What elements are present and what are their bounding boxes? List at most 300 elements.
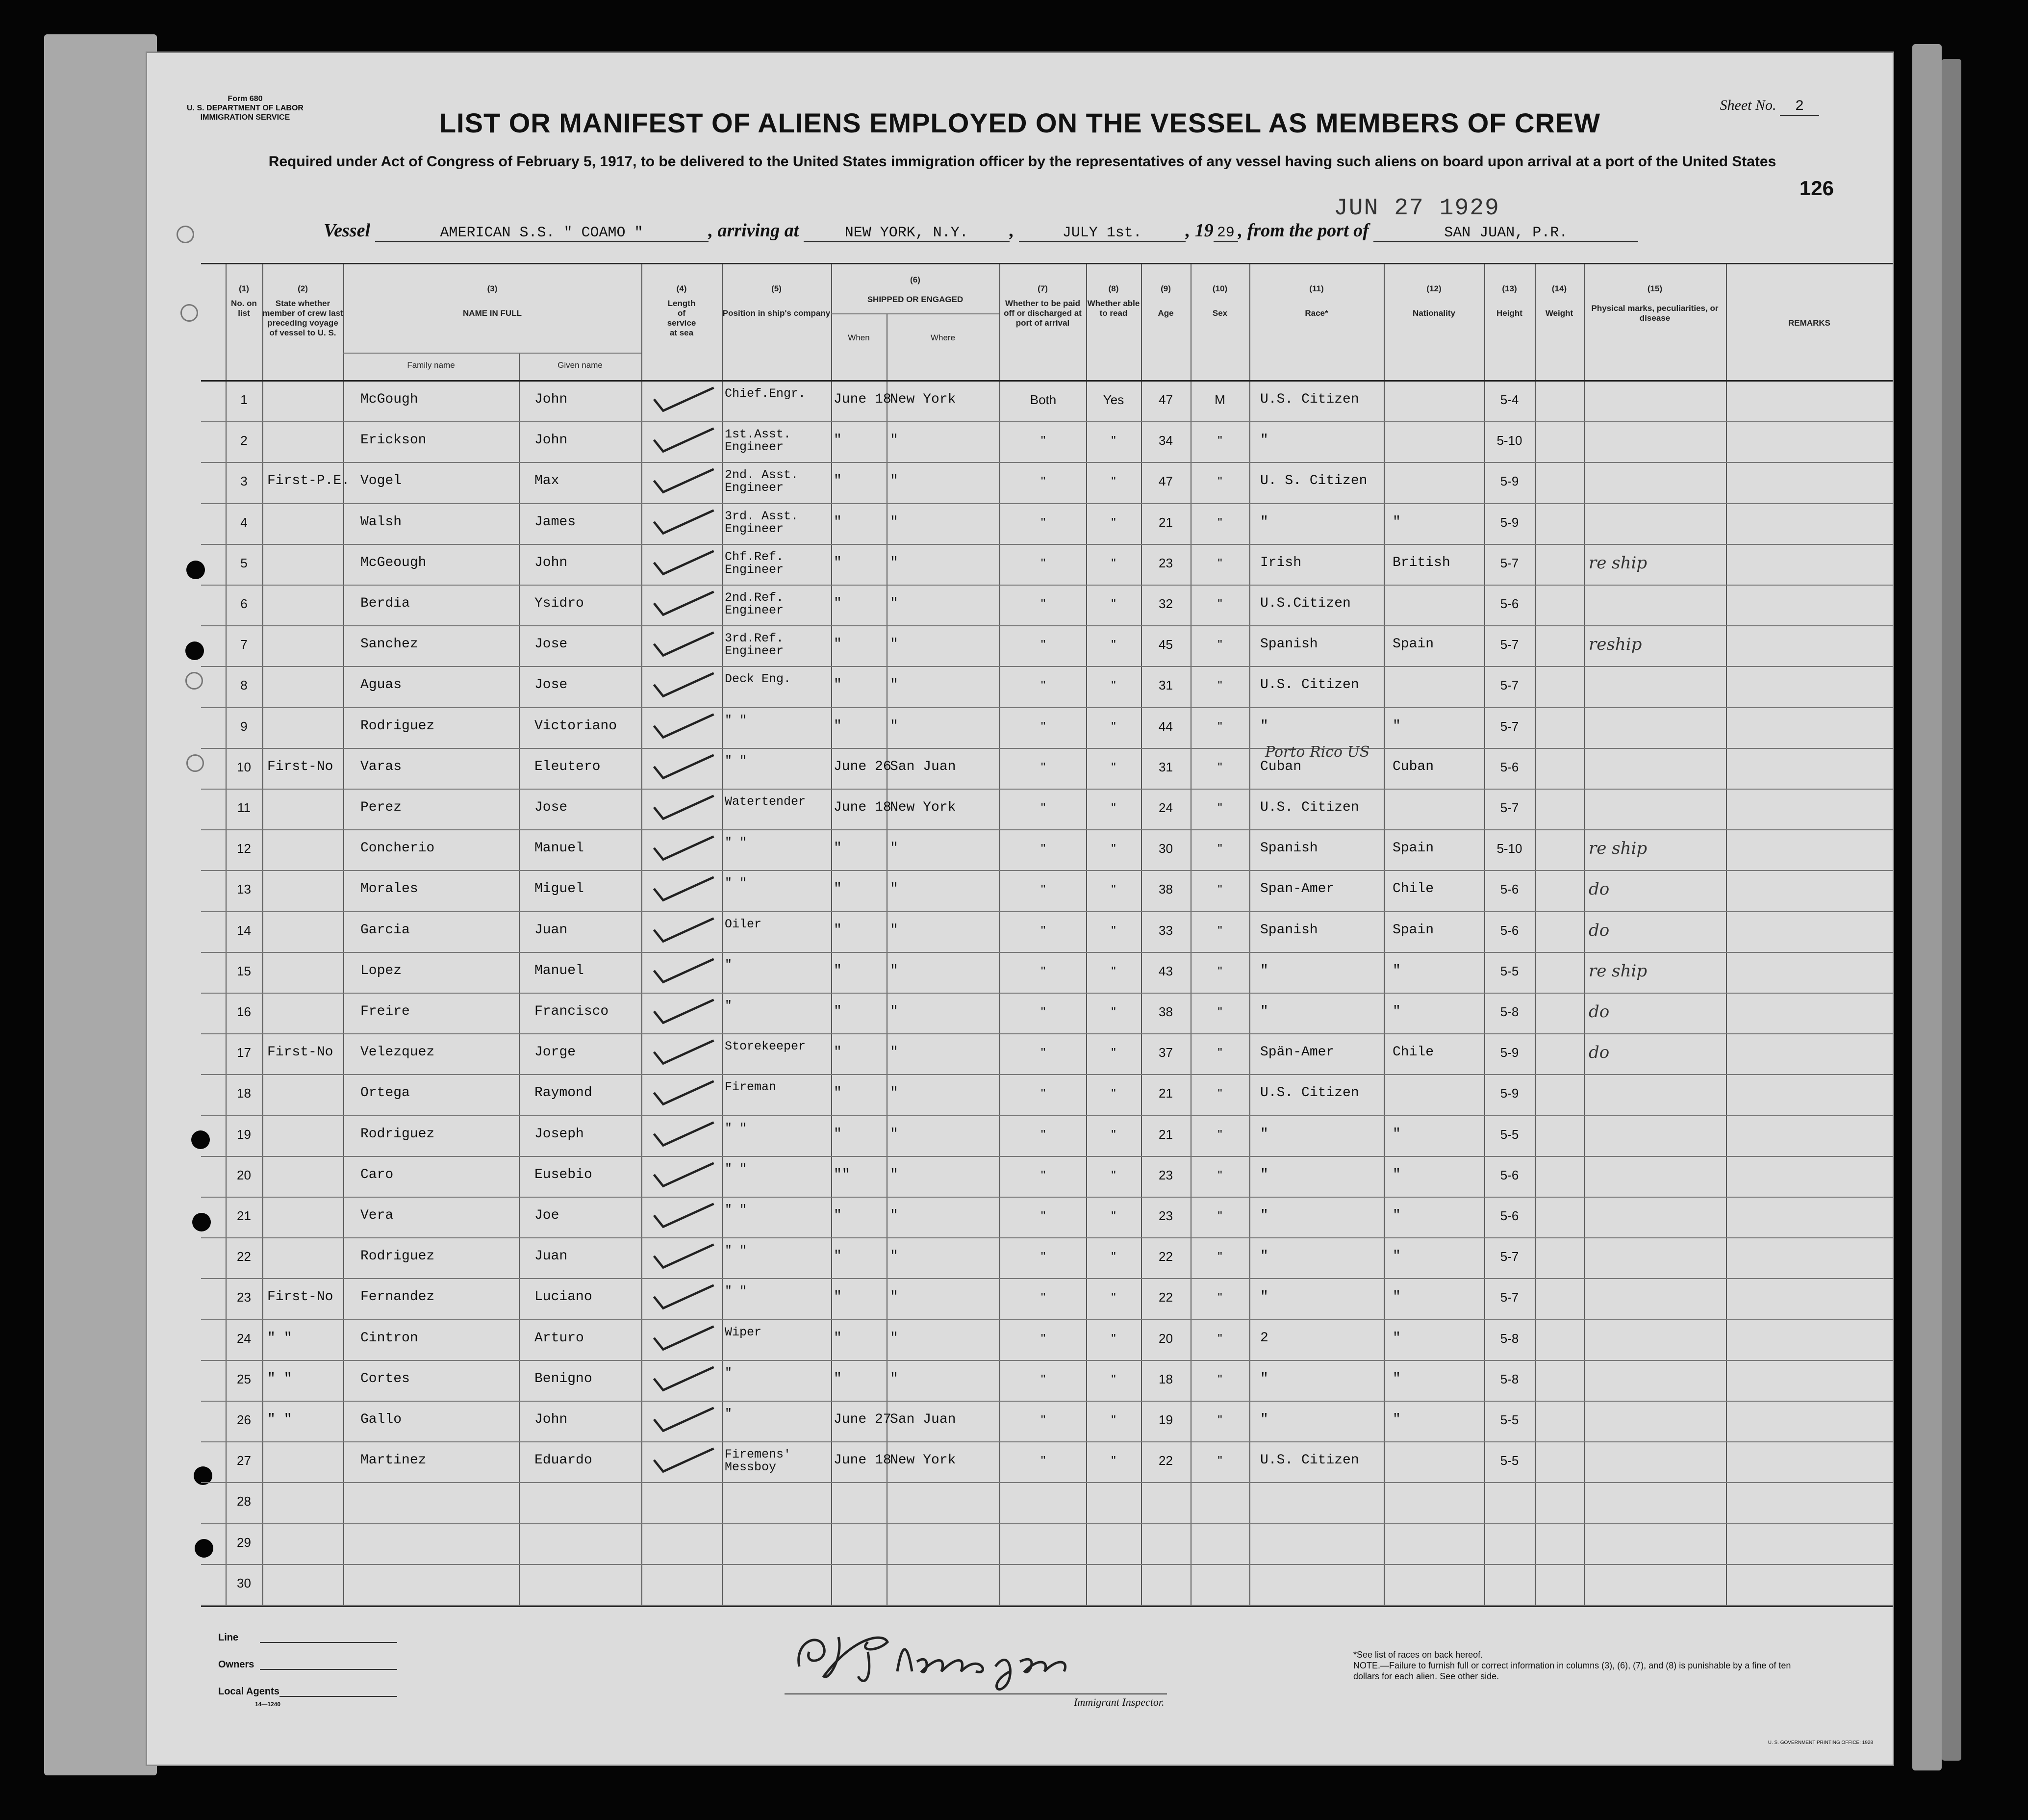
- race-cell: ": [1260, 1289, 1268, 1305]
- sex-cell: ": [1217, 800, 1222, 815]
- check-mark-icon: [645, 1323, 718, 1353]
- age-cell: 21: [1159, 1086, 1173, 1101]
- able-to-read-cell: ": [1111, 433, 1116, 448]
- paid-off-cell: ": [1040, 759, 1046, 774]
- given-name-cell: Joe: [534, 1208, 559, 1223]
- department-name: U. S. DEPARTMENT OF LABOR: [187, 104, 304, 112]
- sex-cell: ": [1217, 1004, 1222, 1019]
- height-cell: 5-7: [1500, 1290, 1519, 1305]
- position-cell: ": [725, 1407, 733, 1421]
- shipped-when-cell: ": [834, 433, 842, 448]
- shipped-when-cell: ": [834, 1208, 842, 1223]
- row-number-cell: 13: [237, 882, 251, 897]
- col-15-number: (15): [1647, 284, 1663, 293]
- table-row: [201, 953, 1893, 994]
- shipped-when-cell: June 18: [834, 1453, 891, 1468]
- family-name-cell: Martinez: [360, 1453, 427, 1468]
- height-cell: 5-6: [1500, 923, 1519, 938]
- row-number-cell: 3: [240, 474, 248, 489]
- shipped-when-cell: ": [834, 718, 842, 734]
- sex-cell: ": [1217, 1086, 1222, 1101]
- given-name-cell: Manuel: [534, 963, 584, 978]
- binding-ring: [177, 226, 194, 243]
- shipped-when-cell: ": [834, 922, 842, 938]
- from-port-label: from the port of: [1247, 220, 1369, 241]
- row-number-cell: 25: [237, 1371, 251, 1386]
- given-name-cell: John: [534, 1412, 568, 1427]
- col-7-header: [999, 284, 1086, 328]
- nationality-cell: Cuban: [1393, 759, 1434, 774]
- check-mark-icon: [645, 629, 718, 659]
- row-number-cell: 1: [240, 392, 248, 407]
- position-cell: " ": [725, 753, 747, 768]
- position-cell: " ": [725, 835, 747, 850]
- age-cell: 21: [1159, 1127, 1173, 1142]
- paid-off-cell: ": [1040, 1331, 1046, 1346]
- paid-off-cell: ": [1040, 596, 1046, 611]
- shipped-where-cell: ": [890, 1249, 898, 1264]
- agents-rule: [279, 1696, 397, 1697]
- sex-cell: ": [1217, 1127, 1222, 1142]
- sex-cell: ": [1217, 1208, 1222, 1223]
- owners-rule: [260, 1669, 397, 1670]
- family-name-cell: Erickson: [360, 433, 427, 448]
- fine-note: NOTE.—Failure to furnish full or correct information in columns (3), (6), (7), and (8) is punishable by a fine of ten dollars for each alien. See other side.: [1353, 1661, 1791, 1681]
- race-cell: Span-Amer: [1260, 881, 1335, 897]
- table-row: [201, 422, 1893, 463]
- row-rule: [201, 1605, 1893, 1606]
- check-mark-icon: [645, 752, 718, 781]
- family-name-cell: Varas: [360, 759, 402, 774]
- col-4-header: [641, 284, 722, 338]
- sex-cell: ": [1217, 1045, 1222, 1060]
- family-name-cell: Fernandez: [360, 1289, 435, 1305]
- paid-off-cell: ": [1040, 474, 1046, 489]
- nationality-cell: ": [1393, 1412, 1401, 1427]
- shipped-when-cell: "": [834, 1167, 850, 1182]
- col-15-header: [1584, 284, 1726, 323]
- height-cell: 5-8: [1500, 1371, 1519, 1386]
- paid-off-cell: ": [1040, 963, 1046, 978]
- family-name-cell: McGeough: [360, 555, 427, 570]
- sheet-value: 2: [1780, 98, 1819, 116]
- height-cell: 5-6: [1500, 759, 1519, 774]
- row-number-cell: 17: [237, 1045, 251, 1060]
- given-name-cell: John: [534, 555, 568, 570]
- nationality-cell: ": [1393, 963, 1401, 978]
- col-9-number: (9): [1161, 284, 1171, 293]
- family-name-cell: Vogel: [360, 473, 402, 489]
- physical-marks-cell: do: [1589, 1043, 1610, 1063]
- col-12-number: (12): [1426, 284, 1442, 293]
- age-cell: 37: [1159, 1045, 1173, 1060]
- col-14-number: (14): [1551, 284, 1567, 293]
- given-name-cell: Jorge: [534, 1045, 576, 1060]
- physical-marks-cell: do: [1589, 920, 1610, 940]
- check-mark-icon: [645, 425, 718, 455]
- able-to-read-cell: ": [1111, 1045, 1116, 1060]
- paid-off-cell: ": [1040, 555, 1046, 570]
- shipped-when-cell: June 27: [834, 1412, 891, 1427]
- given-name-cell: Juan: [534, 1249, 568, 1264]
- family-name-cell: Velezquez: [360, 1045, 435, 1060]
- table-row: [201, 545, 1893, 586]
- row-number-cell: 12: [237, 841, 251, 856]
- race-cell: U.S. Citizen: [1260, 677, 1359, 693]
- height-cell: 5-4: [1500, 392, 1519, 407]
- col-1-label: No. on list: [231, 299, 257, 318]
- shipped-when-cell: ": [834, 841, 842, 856]
- shipped-when-cell: ": [834, 1085, 842, 1101]
- table-row: [201, 1524, 1893, 1565]
- shipped-when-cell: ": [834, 473, 842, 489]
- paid-off-cell: ": [1040, 514, 1046, 530]
- row-number-cell: 10: [237, 759, 251, 774]
- col-11-header: [1249, 284, 1384, 318]
- nationality-cell: ": [1393, 1249, 1401, 1264]
- line-rule: [260, 1642, 397, 1643]
- arriving-field: NEW YORK, N.Y.: [804, 225, 1010, 242]
- col-3-number: (3): [487, 284, 498, 293]
- inspector-signature: [785, 1622, 1128, 1696]
- family-name-cell: Morales: [360, 881, 418, 897]
- height-cell: 5-9: [1500, 1045, 1519, 1060]
- col-10-number: (10): [1212, 284, 1228, 293]
- family-name-cell: Gallo: [360, 1412, 402, 1427]
- paid-off-cell: ": [1040, 1086, 1046, 1101]
- row-number-cell: 8: [240, 678, 248, 693]
- col-5-number: (5): [771, 284, 782, 293]
- height-cell: 5-5: [1500, 1127, 1519, 1142]
- race-cell: ": [1260, 1208, 1268, 1223]
- age-cell: 45: [1159, 637, 1173, 652]
- paid-off-cell: ": [1040, 1249, 1046, 1264]
- check-mark-icon: [645, 1201, 718, 1230]
- sex-cell: ": [1217, 923, 1222, 938]
- nationality-cell: ": [1393, 1330, 1401, 1346]
- family-name-cell: Lopez: [360, 963, 402, 978]
- remarks-header: REMARKS: [1788, 318, 1830, 328]
- check-mark-icon: [645, 466, 718, 495]
- position-cell: Watertender: [725, 795, 806, 809]
- able-to-read-cell: ": [1111, 1453, 1116, 1468]
- shipped-where-cell: ": [890, 514, 898, 530]
- check-mark-icon: [645, 1282, 718, 1311]
- port-field: SAN JUAN, P.R.: [1373, 225, 1638, 242]
- given-name-cell: Francisco: [534, 1004, 609, 1019]
- footer-note: [1353, 1649, 1795, 1682]
- able-to-read-cell: ": [1111, 514, 1116, 530]
- race-cell: U.S.Citizen: [1260, 596, 1351, 611]
- paid-off-cell: ": [1040, 1004, 1046, 1019]
- sheet-label: Sheet No.: [1720, 97, 1776, 113]
- sex-cell: ": [1217, 1453, 1222, 1468]
- position-cell: 2nd.Ref. Engineer: [725, 590, 784, 617]
- age-cell: 44: [1159, 718, 1173, 734]
- where-header: Where: [930, 333, 956, 342]
- race-cell: Spän-Amer: [1260, 1045, 1335, 1060]
- shipped-when-cell: June 18: [834, 392, 891, 407]
- paid-off-cell: ": [1040, 1208, 1046, 1223]
- row-number-cell: 24: [237, 1331, 251, 1346]
- family-name-cell: Garcia: [360, 922, 410, 938]
- col-5-label: Position in ship's company: [722, 308, 831, 318]
- height-cell: 5-9: [1500, 514, 1519, 530]
- able-to-read-cell: ": [1111, 596, 1116, 611]
- age-cell: 30: [1159, 841, 1173, 856]
- shipped-when-cell: ": [834, 596, 842, 611]
- height-cell: 5-8: [1500, 1331, 1519, 1346]
- check-mark-icon: [645, 670, 718, 699]
- row-number-cell: 15: [237, 963, 251, 978]
- shipped-where-cell: ": [890, 1289, 898, 1305]
- position-cell: 3rd.Ref. Engineer: [725, 631, 784, 659]
- shipped-where-cell: ": [890, 1330, 898, 1346]
- physical-marks-cell: do: [1589, 879, 1610, 899]
- family-name-cell: Cortes: [360, 1371, 410, 1386]
- able-to-read-cell: ": [1111, 963, 1116, 978]
- nationality-cell: ": [1393, 1004, 1401, 1019]
- when-header: When: [848, 333, 870, 342]
- row-number-cell: 21: [237, 1208, 251, 1223]
- position-cell: ": [725, 999, 733, 1013]
- race-cell: ": [1260, 1167, 1268, 1182]
- age-cell: 47: [1159, 474, 1173, 489]
- given-name-cell: Eleutero: [534, 759, 601, 774]
- given-name-cell: Jose: [534, 800, 568, 815]
- position-cell: Storekeeper: [725, 1039, 806, 1054]
- sex-cell: ": [1217, 759, 1222, 774]
- family-name-cell: Concherio: [360, 841, 435, 856]
- shipped-where-cell: San Juan: [890, 1412, 956, 1427]
- given-name-cell: Juan: [534, 922, 568, 938]
- shipped-where-cell: ": [890, 881, 898, 897]
- table-row: [201, 830, 1893, 871]
- position-cell: 1st.Asst. Engineer: [725, 427, 791, 455]
- table-row: [201, 1238, 1893, 1279]
- table-row: [201, 1483, 1893, 1524]
- nationality-cell: ": [1393, 718, 1401, 734]
- row-number-cell: 26: [237, 1412, 251, 1427]
- table-row: [201, 463, 1893, 504]
- shipped-where-cell: ": [890, 1208, 898, 1223]
- table-row: [201, 667, 1893, 708]
- agents-label: Local Agents: [218, 1686, 279, 1697]
- sex-cell: ": [1217, 514, 1222, 530]
- age-cell: 18: [1159, 1371, 1173, 1386]
- shipped-when-cell: June 18: [834, 800, 891, 815]
- shipped-where-cell: ": [890, 1126, 898, 1142]
- height-cell: 5-10: [1496, 433, 1522, 448]
- given-name-cell: Eusebio: [534, 1167, 592, 1182]
- shipped-when-cell: ": [834, 881, 842, 897]
- age-cell: 38: [1159, 1004, 1173, 1019]
- family-name-cell: Rodriguez: [360, 718, 435, 734]
- race-cell: ": [1260, 433, 1268, 448]
- check-mark-icon: [645, 1405, 718, 1434]
- table-row: [201, 504, 1893, 545]
- col-4-label: Length of service at sea: [667, 299, 696, 337]
- position-cell: 2nd. Asst. Engineer: [725, 468, 799, 495]
- check-mark-icon: [645, 915, 718, 945]
- position-cell: ": [725, 1365, 733, 1380]
- given-name-cell: Miguel: [534, 881, 584, 897]
- able-to-read-cell: ": [1111, 474, 1116, 489]
- manifest-page: [147, 53, 1893, 1765]
- race-cell: ": [1260, 1004, 1268, 1019]
- col-10-header: [1191, 284, 1249, 318]
- prev-voyage-cell: " ": [267, 1412, 292, 1427]
- table-row: [201, 1157, 1893, 1198]
- race-cell: ": [1260, 1371, 1268, 1386]
- nationality-cell: Spain: [1393, 841, 1434, 856]
- paid-off-cell: ": [1040, 1412, 1046, 1427]
- shipped-when-cell: June 26: [834, 759, 891, 774]
- prev-voyage-cell: First-No: [267, 759, 333, 774]
- physical-marks-cell: reship: [1589, 635, 1642, 655]
- col-14-label: Weight: [1545, 308, 1573, 318]
- able-to-read-cell: ": [1111, 1331, 1116, 1346]
- prev-voyage-cell: " ": [267, 1371, 292, 1386]
- check-mark-icon: [645, 874, 718, 903]
- sex-cell: ": [1217, 1331, 1222, 1346]
- col-12-header: [1384, 284, 1484, 318]
- paid-off-cell: ": [1040, 718, 1046, 734]
- row-number-cell: 14: [237, 923, 251, 938]
- binding-ring: [180, 304, 198, 322]
- race-cell: ": [1260, 963, 1268, 978]
- height-cell: 5-7: [1500, 800, 1519, 815]
- check-mark-icon: [645, 833, 718, 863]
- nationality-cell: Chile: [1393, 881, 1434, 897]
- given-name-cell: Arturo: [534, 1330, 584, 1346]
- sex-cell: ": [1217, 637, 1222, 652]
- table-row: [201, 871, 1893, 912]
- shipped-when-cell: ": [834, 1004, 842, 1019]
- given-name-cell: Jose: [534, 637, 568, 652]
- paid-off-cell: ": [1040, 678, 1046, 693]
- position-cell: Chf.Ref. Engineer: [725, 549, 784, 577]
- position-cell: Chief.Engr.: [725, 386, 806, 401]
- able-to-read-cell: ": [1111, 718, 1116, 734]
- prev-voyage-cell: First-P.E.: [267, 473, 350, 489]
- age-cell: 19: [1159, 1412, 1173, 1427]
- race-cell: U.S. Citizen: [1260, 392, 1359, 407]
- position-cell: Fireman: [725, 1080, 777, 1095]
- year-field: 29: [1214, 225, 1238, 242]
- shipped-where-cell: ": [890, 637, 898, 652]
- shipped-where-cell: New York: [890, 1453, 956, 1468]
- shipped-where-cell: ": [890, 718, 898, 734]
- form-code: 14—1240: [255, 1701, 281, 1708]
- height-cell: 5-7: [1500, 637, 1519, 652]
- paid-off-cell: ": [1040, 1371, 1046, 1386]
- age-cell: 31: [1159, 678, 1173, 693]
- position-cell: " ": [725, 1243, 747, 1258]
- able-to-read-cell: ": [1111, 1412, 1116, 1427]
- check-mark-icon: [645, 1445, 718, 1475]
- able-to-read-cell: ": [1111, 923, 1116, 938]
- col-8-label: Whether able to read: [1087, 299, 1140, 318]
- age-cell: 33: [1159, 923, 1173, 938]
- sex-cell: ": [1217, 963, 1222, 978]
- age-cell: 21: [1159, 514, 1173, 530]
- given-name-cell: Joseph: [534, 1126, 584, 1142]
- given-name-cell: Manuel: [534, 841, 584, 856]
- sex-cell: ": [1217, 1371, 1222, 1386]
- family-name-cell: Rodriguez: [360, 1249, 435, 1264]
- position-cell: 3rd. Asst. Engineer: [725, 509, 799, 536]
- physical-marks-cell: re ship: [1589, 553, 1648, 573]
- age-cell: 31: [1159, 759, 1173, 774]
- race-cell: Spanish: [1260, 841, 1318, 856]
- family-name-cell: Cintron: [360, 1330, 418, 1346]
- binding-ring: [185, 672, 203, 690]
- owners-label: Owners: [218, 1659, 254, 1670]
- sex-cell: ": [1217, 596, 1222, 611]
- col-11-label: Race*: [1305, 308, 1328, 318]
- col-9-label: Age: [1158, 308, 1174, 318]
- physical-marks-cell: re ship: [1589, 961, 1648, 981]
- row-number-cell: 2: [240, 433, 248, 448]
- col-7-label: Whether to be paid off or discharged at port of arrival: [1004, 299, 1082, 328]
- family-name-cell: McGough: [360, 392, 418, 407]
- family-name-cell: Sanchez: [360, 637, 418, 652]
- table-row: [201, 1320, 1893, 1361]
- nationality-cell: ": [1393, 1371, 1401, 1386]
- given-name-cell: John: [534, 433, 568, 448]
- age-cell: 32: [1159, 596, 1173, 611]
- paid-off-cell: ": [1040, 1045, 1046, 1060]
- table-row: [201, 790, 1893, 830]
- height-cell: 5-6: [1500, 1208, 1519, 1223]
- table-row: [201, 994, 1893, 1034]
- line-label: Line: [218, 1632, 239, 1643]
- age-cell: 23: [1159, 1167, 1173, 1182]
- table-row: [201, 1565, 1893, 1606]
- shipped-when-cell: ": [834, 1289, 842, 1305]
- check-mark-icon: [645, 956, 718, 985]
- position-cell: " ": [725, 713, 747, 727]
- position-cell: " ": [725, 876, 747, 891]
- nationality-cell: Spain: [1393, 922, 1434, 938]
- able-to-read-cell: ": [1111, 1086, 1116, 1101]
- sex-cell: ": [1217, 474, 1222, 489]
- sex-cell: ": [1217, 433, 1222, 448]
- row-number-cell: 29: [237, 1535, 251, 1550]
- check-mark-icon: [645, 1364, 718, 1393]
- col-6-number: (6): [910, 275, 920, 284]
- given-name-cell: John: [534, 392, 568, 407]
- shipped-where-cell: ": [890, 1085, 898, 1101]
- race-cell: ": [1260, 1412, 1268, 1427]
- check-mark-icon: [645, 711, 718, 741]
- back-sheet-edge: [44, 34, 157, 1775]
- race-cell: Irish: [1260, 555, 1302, 570]
- position-cell: Wiper: [725, 1325, 762, 1339]
- table-row: [201, 708, 1893, 749]
- height-cell: 5-7: [1500, 678, 1519, 693]
- family-name-cell: Walsh: [360, 514, 402, 530]
- table-row: [201, 626, 1893, 667]
- row-number-cell: 9: [240, 718, 248, 734]
- form-number: Form 680: [228, 95, 263, 103]
- able-to-read-cell: Yes: [1103, 392, 1124, 407]
- service-name: IMMIGRATION SERVICE: [200, 113, 290, 122]
- paid-off-cell: ": [1040, 1290, 1046, 1305]
- year-prefix: 19: [1194, 220, 1214, 241]
- able-to-read-cell: ": [1111, 1167, 1116, 1182]
